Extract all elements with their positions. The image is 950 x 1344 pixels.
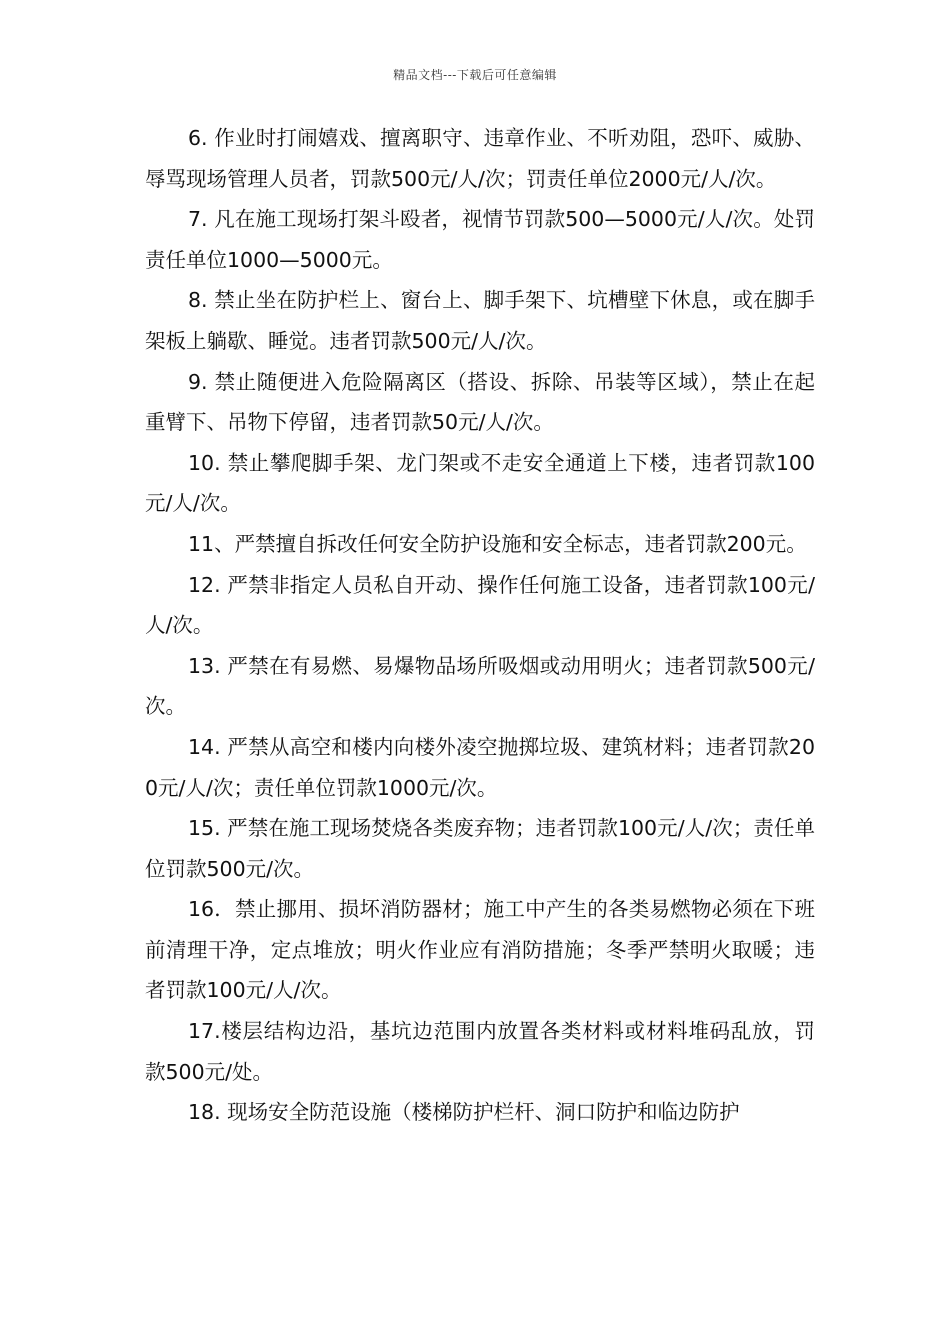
clause-8: 8. 禁止坐在防护栏上、窗台上、脚手架下、坑槽壁下休息，或在脚手架板上躺歇、睡觉。违者罚款500元/人/次。 xyxy=(145,288,815,353)
clause-7: 7. 凡在施工现场打架斗殴者，视情节罚款500—5000元/人/次。处罚责任单位1000—5000元。 xyxy=(145,207,815,272)
clause-9: 9. 禁止随便进入危险隔离区（搭设、拆除、吊装等区域），禁止在起重臂下、吊物下停留，违者罚款50元/人/次。 xyxy=(145,369,815,435)
clause-11: 11、严禁擅自拆改任何安全防护设施和安全标志，违者罚款200元。 xyxy=(188,531,807,556)
clause-6: 6. 作业时打闹嬉戏、擅离职守、违章作业、不听劝阻，恐吓、威胁、辱骂现场管理人员者，罚款500元/人/次；罚责任单位2000元/人/次。 xyxy=(145,126,815,191)
clause-12: 12. 严禁非指定人员私自开动、操作任何施工设备，违者罚款100元/人/次。 xyxy=(145,572,815,638)
clause-17: 17.楼层结构边沿，基坑边范围内放置各类材料或材料堆码乱放，罚款500元/处。 xyxy=(145,1019,815,1084)
clause-10: 10. 禁止攀爬脚手架、龙门架或不走安全通道上下楼，违者罚款100元/人/次。 xyxy=(145,450,815,516)
page-header: 精品文档---下载后可任意编辑 xyxy=(393,68,557,82)
clause-14: 14. 严禁从高空和楼内向楼外凌空抛掷垃圾、建筑材料；违者罚款200元/人/次；责任单位罚款1000元/次。 xyxy=(145,734,815,800)
clause-13: 13. 严禁在有易燃、易爆物品场所吸烟或动用明火；违者罚款500元/次。 xyxy=(145,653,815,719)
document-body xyxy=(145,118,815,1133)
clause-16: 16．禁止挪用、损坏消防器材；施工中产生的各类易燃物必须在下班前清理干净，定点堆放；明火作业应有消防措施；冬季严禁明火取暖；违者罚款100元/人/次。 xyxy=(145,897,815,1003)
clause-18: 18. 现场安全防范设施（楼梯防护栏杆、洞口防护和临边防护 xyxy=(188,1100,740,1125)
clause-15: 15. 严禁在施工现场焚烧各类废弃物；违者罚款100元/人/次；责任单位罚款500元/次。 xyxy=(145,816,815,881)
